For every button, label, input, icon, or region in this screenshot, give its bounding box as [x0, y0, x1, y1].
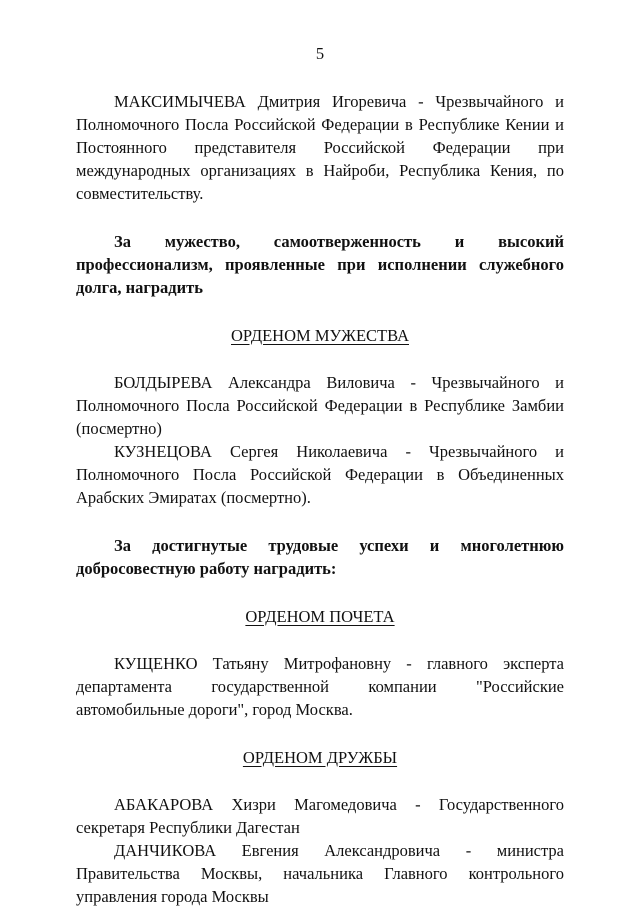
- document-body: [76, 90, 564, 908]
- spacer: [76, 769, 564, 793]
- heading-order-of-courage: ОРДЕНОМ МУЖЕСТВА: [231, 326, 409, 345]
- page-number: 5: [315, 44, 325, 63]
- paragraph-kuznetsov: КУЗНЕЦОВА Сергея Николаевича - Чрезвычайного и Полномочного Посла Российской Федерации в Объединенных Арабских Эмиратах (посмертно).: [76, 442, 564, 507]
- heading-order-of-honor: ОРДЕНОМ ПОЧЕТА: [245, 607, 395, 626]
- paragraph-danchikov: ДАНЧИКОВА Евгения Александровича - министра Правительства Москвы, начальника Главного контрольного управления города Москвы: [76, 841, 564, 906]
- paragraph-boldyrev: БОЛДЫРЕВА Александра Виловича - Чрезвычайного и Полномочного Посла Российской Федерации в Республике Замбии (посмертно): [76, 373, 564, 438]
- spacer: [76, 347, 564, 371]
- paragraph-kushchenko: КУЩЕНКО Татьяну Митрофановну - главного эксперта департамента государственной компании "Российские автомобильные дороги", город Москва.: [76, 654, 564, 719]
- spacer: [76, 205, 564, 230]
- award-intro-labor: За достигнутые трудовые успехи и многолетнюю добросовестную работу наградить:: [76, 536, 564, 578]
- spacer: [76, 299, 564, 324]
- spacer: [76, 580, 564, 605]
- paragraph-abakarov: АБАКАРОВА Хизри Магомедовича - Государственного секретаря Республики Дагестан: [76, 795, 564, 837]
- paragraph-maksimychev: МАКСИМЫЧЕВА Дмитрия Игоревича - Чрезвычайного и Полномочного Посла Российской Федерации в Республике Кении и Постоянного представителя Российской Федерации при международных организациях в Найроби, Республика Кения, по совместительству.: [76, 92, 564, 203]
- award-intro-courage: За мужество, самоотверженность и высокий профессионализм, проявленные при исполнении служебного долга, наградить: [76, 232, 564, 297]
- spacer: [76, 721, 564, 746]
- heading-order-of-friendship: ОРДЕНОМ ДРУЖБЫ: [242, 748, 398, 767]
- spacer: [76, 628, 564, 652]
- spacer: [76, 509, 564, 534]
